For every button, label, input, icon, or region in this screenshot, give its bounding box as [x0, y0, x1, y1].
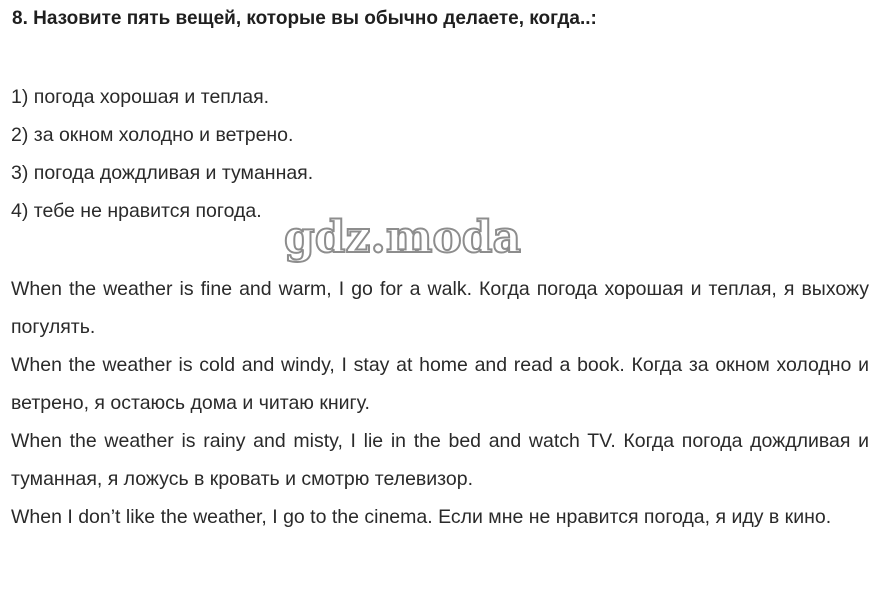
answer-paragraph: When the weather is rainy and misty, I lie in the bed and watch TV. Когда погода дождливая и туманная, я ложусь в кровать и смотрю телевизор. [11, 430, 869, 490]
answer-paragraph: When the weather is fine and warm, I go for a walk. Когда погода хорошая и теплая, я выхожу погулять. [11, 278, 869, 338]
question-item: 1) погода хорошая и теплая. [11, 86, 270, 108]
answer-paragraph: When the weather is cold and windy, I stay at home and read a book. Когда за окном холодно и ветрено, я остаюсь дома и читаю книгу. [11, 354, 869, 414]
question-item: 4) тебе не нравится погода. [11, 200, 262, 222]
answer-paragraph: When I don’t like the weather, I go to the cinema. Если мне не нравится погода, я иду в кино. [11, 506, 832, 528]
exercise-heading: 8. Назовите пять вещей, которые вы обычно делаете, когда..: [12, 8, 597, 29]
watermark-logo: gdz.moda [284, 212, 522, 263]
answers-block [11, 270, 869, 536]
question-item: 3) погода дождливая и туманная. [11, 162, 314, 184]
question-item: 2) за окном холодно и ветрено. [11, 124, 294, 146]
